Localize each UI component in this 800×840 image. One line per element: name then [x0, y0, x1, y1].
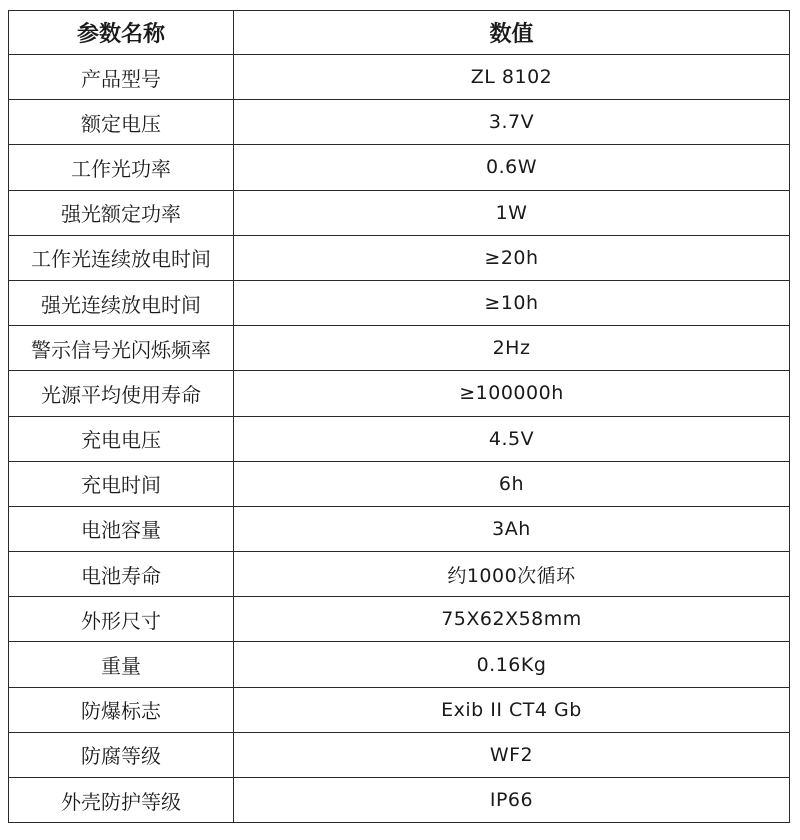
table-row	[9, 642, 790, 687]
param-name-cell: 外形尺寸	[9, 597, 234, 642]
param-name-cell: 产品型号	[9, 55, 234, 100]
param-value-cell: IP66	[234, 778, 790, 823]
param-value-cell: 0.16Kg	[234, 642, 790, 687]
param-name-cell: 额定电压	[9, 100, 234, 145]
param-name-cell: 外壳防护等级	[9, 778, 234, 823]
param-name-cell: 工作光连续放电时间	[9, 235, 234, 280]
param-name-cell: 重量	[9, 642, 234, 687]
table-header	[9, 11, 790, 55]
param-value-cell: 约1000次循环	[234, 552, 790, 597]
param-value-cell: 1W	[234, 190, 790, 235]
table-row	[9, 506, 790, 551]
param-value-cell: Exib II CT4 Gb	[234, 687, 790, 732]
spec-table	[8, 10, 790, 823]
table-row	[9, 461, 790, 506]
table-row	[9, 778, 790, 823]
param-name-cell: 电池寿命	[9, 552, 234, 597]
table-row	[9, 687, 790, 732]
param-name-cell: 强光额定功率	[9, 190, 234, 235]
param-name-cell: 警示信号光闪烁频率	[9, 326, 234, 371]
table-row	[9, 145, 790, 190]
param-name-cell: 强光连续放电时间	[9, 280, 234, 325]
param-value-cell: ≥10h	[234, 280, 790, 325]
param-value-cell: ≥100000h	[234, 371, 790, 416]
param-name-cell: 充电时间	[9, 461, 234, 506]
table-row	[9, 371, 790, 416]
param-value-cell: 3.7V	[234, 100, 790, 145]
param-name-cell: 充电电压	[9, 416, 234, 461]
param-value-cell: 0.6W	[234, 145, 790, 190]
param-name-cell: 工作光功率	[9, 145, 234, 190]
param-value-cell: 3Ah	[234, 506, 790, 551]
table-row	[9, 100, 790, 145]
param-value-cell: ≥20h	[234, 235, 790, 280]
header-param-name: 参数名称	[9, 11, 234, 55]
param-value-cell: 75X62X58mm	[234, 597, 790, 642]
param-value-cell: 6h	[234, 461, 790, 506]
table-row	[9, 235, 790, 280]
table-row	[9, 732, 790, 777]
param-value-cell: 4.5V	[234, 416, 790, 461]
table-row	[9, 280, 790, 325]
table-row	[9, 55, 790, 100]
param-value-cell: 2Hz	[234, 326, 790, 371]
param-name-cell: 防爆标志	[9, 687, 234, 732]
table-row	[9, 190, 790, 235]
param-value-cell: ZL 8102	[234, 55, 790, 100]
param-name-cell: 光源平均使用寿命	[9, 371, 234, 416]
table-row	[9, 416, 790, 461]
table-row	[9, 597, 790, 642]
param-name-cell: 防腐等级	[9, 732, 234, 777]
table-body	[9, 55, 790, 823]
param-name-cell: 电池容量	[9, 506, 234, 551]
param-value-cell: WF2	[234, 732, 790, 777]
header-param-value: 数值	[234, 11, 790, 55]
table-row	[9, 552, 790, 597]
header-row	[9, 11, 790, 55]
table-row	[9, 326, 790, 371]
